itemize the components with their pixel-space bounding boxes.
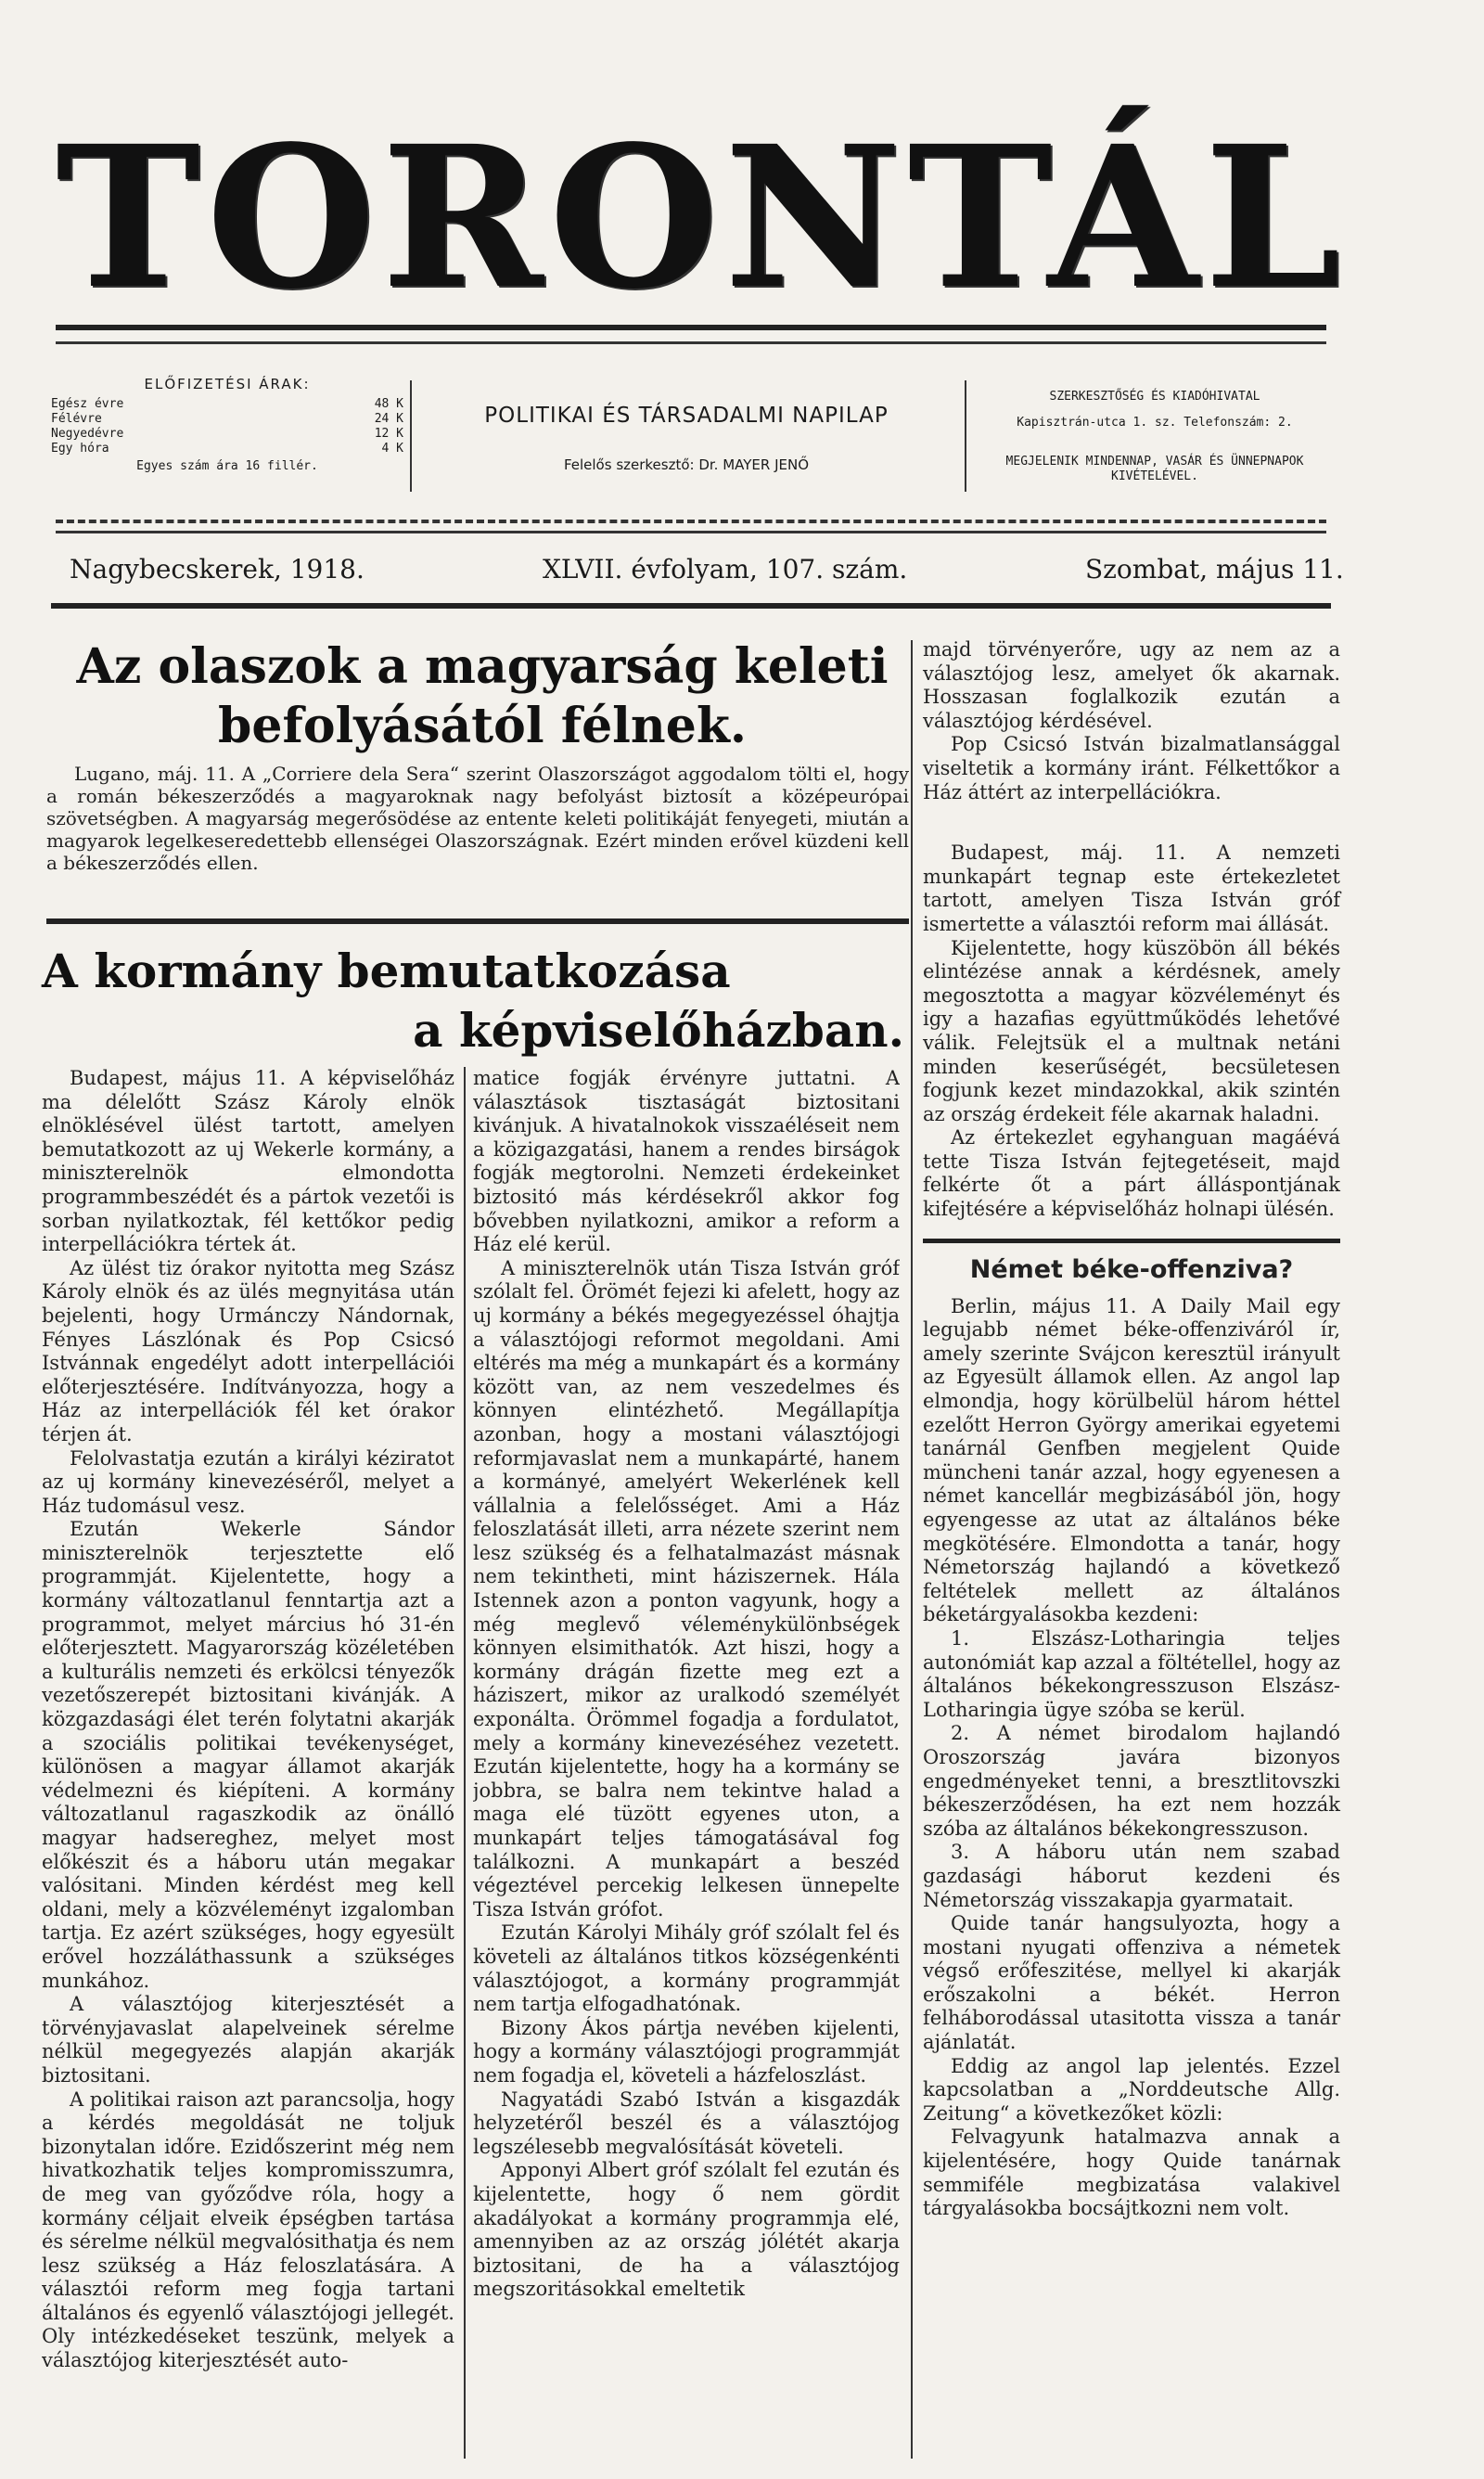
paragraph: Ezután Wekerle Sándor miniszterelnök terjesztette elő programmját. Kijelentette, hogy a kormány változatlanul fenntartja azt a programmot, melyet március hó 31-én előterjesztett. Magyarország közéletében a kulturális nemzeti és erkölcsi tényezők vezetőszerepét biztositani kivánják. A közgazdasági élet terén folytatni akarják a szociális politikai tevékenységet, különösen a magyar államot akarják védelmezni és kiépíteni. A kormány változatlanul ragaszkodik az önálló magyar hadsereghez, melyet most előkészit és a háboru után megakar valósitani. Minden kérdést meg kell oldani, mely a közvéleményt izgalomban tartja. Ez azért szükséges, hogy egyesült erővel hozzáláthassunk a szükséges munkához. <box>42 1518 454 1992</box>
paragraph: A politikai raison azt parancsolja, hogy a kérdés megoldását ne toljuk bizonytalan időre. Ezidőszerint még nem hivatkozhatik teljes kompromisszumra, de meg van győződve róla, hogy a kormány céljait elveik épségben tartása és sérelme nélkül megvalósithatja és nem lesz szükség a Ház feloszlatására. A választói reform meg fogja tartani általános és egyenlő választójogi jellegét. Oly intézkedéseket teszünk, melyek a választójog kiterjesztését auto- <box>42 2087 454 2372</box>
paragraph: Felolvastatja ezután a királyi kéziratot az uj kormány kinevezéséről, melyet a Ház tudomásul vesz. <box>42 1446 454 1517</box>
price-label: Egy hóra <box>51 442 109 456</box>
article1-headline-line1: Az olaszok a magyarság keleti <box>76 638 889 695</box>
paragraph: Nagyatádi Szabó István a kisgazdák helyzetéről beszél és a választójog legszélesebb megvalósítását követeli. <box>473 2087 900 2158</box>
peace-rule <box>923 1239 1340 1243</box>
price-row <box>51 442 403 456</box>
paragraph: 2. A német birodalom hajlandó Oroszország javára bizonyos engedményeket tenni, a bresztlitovszki békeszerződésen, ha ezt nem hozzák szóba az általános békekongresszuson. <box>923 1722 1340 1840</box>
paragraph: majd törvényerőre, ugy az nem az a választójog lesz, amelyet ők akarnak. Hosszasan foglalkozik ezután a választójog kérdésével. <box>923 638 1340 732</box>
paragraph: Pop Csicsó István bizalmatlansággal viseltetik a kormány iránt. Félkettőkor a Ház áttért az interpellációkra. <box>923 733 1340 803</box>
subscription-box <box>51 376 403 474</box>
masthead-title: TORONTÁL <box>56 103 1347 332</box>
price-value: 12 K <box>374 427 403 441</box>
header-rule-thin <box>56 531 1326 533</box>
office-address: Kapisztrán-utca 1. sz. Telefonszám: 2. <box>1017 416 1293 430</box>
paragraph: Az értekezlet egyhanguan magáévá tette Tisza István fejtegetéseit, majd felkérte őt a párt álláspontjának kifejtésére a képviselőház holnapi ülésén. <box>923 1126 1340 1221</box>
header-divider-right <box>965 380 966 492</box>
price-label: Negyedévre <box>51 427 124 441</box>
price-label: Félévre <box>51 412 102 426</box>
peace-headline: Német béke-offenziva? <box>969 1254 1294 1284</box>
column-3 <box>923 638 1340 2221</box>
article2-column-2 <box>473 1067 900 2468</box>
paragraph: Ezután Károlyi Mihály gróf szólalt fel és követeli az általános titkos községenkénti választójogot, a kormány programmját nem tartja elfogadhatónak. <box>473 1921 900 2016</box>
masthead-rule-thin <box>56 341 1326 344</box>
price-value: 48 K <box>374 397 403 411</box>
masthead-rule <box>56 325 1326 330</box>
header-divider-left <box>410 380 412 492</box>
price-row <box>51 427 403 442</box>
publication-schedule: MEGJELENIK MINDENNAP, VASÁR ÉS ÜNNEPNAPOK KIVÉTELÉVEL. <box>1005 455 1304 483</box>
article2-column-1 <box>42 1067 454 2468</box>
price-row <box>51 397 403 412</box>
issue-number: XLVII. évfolyam, 107. szám. <box>543 554 908 584</box>
paragraph: Berlin, május 11. A Daily Mail egy legujabb német béke-offenziváról ír, amely szerinte Svájcon keresztül irányult az Egyesült államok ellen. Az angol lap elmondja, hogy körülbelül három héttel ezelőtt Herron György amerikai egyetemi tanárnál Genfben megjelent Quide müncheni tanár azzal, hogy egyenesen a német kancellár megbizásából jön, hogy egyengesse az utat az általános béke megkötésére. Elmondotta a tanár, hogy Németország hajlandó a következő feltételek mellett az általános béketárgyalásokba kezdeni: <box>923 1294 1340 1626</box>
article1-headline-line2: befolyásától félnek. <box>218 698 747 754</box>
paragraph: Bizony Ákos pártja nevében kijelenti, hogy a kormány választójogi programmját nem fogadja el, követeli a házfeloszlást. <box>473 2016 900 2087</box>
price-value: 24 K <box>374 412 403 426</box>
paragraph: Budapest, május 11. A képviselőház ma délelőtt Szász Károly elnök elnöklésével ülést tartott, amelyen bemutatkozott az uj Wekerle kormány, a miniszterelnök elmondotta programmbeszédét és a pártok vezetői is sorban nyilatkoztak, fél kettőkor pedig interpellációkra tértek át. <box>42 1067 454 1256</box>
paragraph: Az ülést tiz órakor nyitotta meg Szász Károly elnök és az ülés megnyitása után bejelenti, hogy Urmánczy Nándornak, Fényes Lászlónak és Pop Csicsó Istvánnak engedélyt adott interpellációi előterjesztésére. Indítványozza, hogy a Ház az interpellációk fél ket órakor térjen át. <box>42 1256 454 1445</box>
paragraph: A miniszterelnök után Tisza István gróf szólalt fel. Örömét fejezi ki afelett, hogy az uj kormány a békés megegyezéssel óhajtja a választójogi reformot megoldani. Ami eltérés ma még a munkapárt és a kormány között van, az nem veszedelmes és könnyen elintézhető. Megállapítja azonban, hogy a mostani választójogi reformjavaslat nem a munkapárté, hanem a kormányé, amelyért Wekerlének kell vállalnia a felelősséget. Ami a Ház feloszlatását illeti, arra nézete szerint nem lesz szükség és a felhatalmazást másnak nem tekintheti, mint háziszernek. Hála Istennek azon a ponton vagyunk, hogy a még meglevő véleménykülönbségek könnyen elsimithatók. Azt hiszi, hogy a kormány drágán fizette meg ezt a háziszert, mikor az uralkodó személyét exponálta. Örömmel fogadja a fordulatot, mely a kormány kinevezéséhez vezetett. Ezután kijelentette, hogy ha a kormány se jobbra, se balra nem tekintve halad a maga elé tüzött egyenes uton, a munkapárt teljes támogatásával fog találkozni. A munkapárt a beszéd végeztével percekig lelkesen ünnepelte Tisza István grófot. <box>473 1256 900 1920</box>
peace-block <box>923 1295 1340 2221</box>
office-box <box>974 390 1336 484</box>
paragraph: Eddig az angol lap jelentés. Ezzel kapcsolatban a „Norddeutsche Allg. Zeitung“ a következőket közli: <box>923 2054 1340 2125</box>
paragraph: Apponyi Albert gróf szólalt fel ezután és kijelentette, hogy ő nem gördit akadályokat a kormány programmja elé, amennyiben az az ország jólétét akarja biztositani, de ha a választójog megszoritásokkal emeltetik <box>473 2159 900 2301</box>
column-divider-1 <box>464 1067 466 2459</box>
article2-headline-line2: a képviselőházban. <box>413 1003 904 1058</box>
article1-rule <box>46 918 909 924</box>
column-divider-2 <box>911 640 913 2459</box>
article1-body <box>46 763 909 874</box>
article2-headline-line1: A kormány bemutatkozása <box>42 944 731 998</box>
paragraph: A választójog kiterjesztését a törvényjavaslat alapelveinek sérelme nélkül megegyezés alapján akarják biztositani. <box>42 1993 454 2087</box>
paragraph: Kijelentette, hogy küszöbön áll békés elintézése annak a kérdésnek, amely megosztotta a magyar közvéleményt és igy a hazafias együttműködés lehetővé válik. Felejtsük el a multnak netáni minden keserűségét, becsületesen fogjunk kezet mindazokkal, akik szintén az ország érdekeit féle akarnak haladni. <box>923 936 1340 1125</box>
price-list <box>51 397 403 456</box>
article1-paragraph: Lugano, máj. 11. A „Corriere dela Sera“ szerint Olaszországot aggodalom tölti el, hogy a román békeszerződés a magyaroknak nagy befolyást biztosít a középeurópai szövetségben. A magyarság megerősödése az entente keleti politikáját fenyegeti, miután a magyarok legelkeseredettebb ellenségei Olaszországnak. Ezért minden erővel küzdeni kell a békeszerződés ellen. <box>46 763 909 874</box>
tagline: POLITIKAI ÉS TÁRSADALMI NAPILAP <box>484 404 889 428</box>
paragraph: 3. A háboru után nem szabad gazdasági háborut kezdeni és Németország visszakapja gyarmatait. <box>923 1841 1340 1911</box>
paragraph: Budapest, máj. 11. A nemzeti munkapárt tegnap este értekezletet tartott, amelyen Tisza István gróf ismertette a választói reform mai állását. <box>923 841 1340 935</box>
paragraph: 1. Elszász-Lotharingia teljes autonómiát kap azzal a föltétellel, hogy az általános békekongresszuson Elszász-Lotharingia ügye szóba se kerül. <box>923 1626 1340 1721</box>
paragraph: Quide tanár hangsulyozta, hogy a mostani nyugati offenziva a németek végső erőfeszitése, mellyel ki akarják erőszakolni a békét. Herron felháborodással utasitotta vissza a tanár ajánlatát. <box>923 1912 1340 2054</box>
dateline-rule <box>51 603 1331 609</box>
place-year: Nagybecskerek, 1918. <box>70 554 365 584</box>
paragraph: Felvagyunk hatalmazva annak a kijelentésére, hogy Quide tanárnak semmiféle megbizatása valakivel tárgyalásokba bocsájtkozni nem volt. <box>923 2126 1340 2220</box>
office-title: SZERKESZTŐSÉG ÉS KIADÓHIVATAL <box>1049 390 1260 404</box>
price-label: Egész évre <box>51 397 124 411</box>
meeting-block <box>923 841 1340 1222</box>
editor-line: Felelős szerkesztő: Dr. MAYER JENŐ <box>563 456 810 473</box>
single-copy-price: Egyes szám ára 16 fillér. <box>136 459 318 473</box>
subscription-title: ELŐFIZETÉSI ÁRAK: <box>144 376 311 392</box>
price-value: 4 K <box>381 442 403 456</box>
continuation-block <box>923 638 1340 804</box>
price-row <box>51 412 403 427</box>
paragraph: matice fogják érvényre juttatni. A választások tisztaságát biztositani kivánjuk. A hivatalnokok visszaéléseit nem a közigazgatási, hanem a rendes birságok fogják megtorolni. Nemzeti érdekeinket biztositó más kérdésekről akkor fog bővebben nyilatkozni, amikor a reform a Ház elé kerül. <box>473 1067 900 1256</box>
header-rule <box>56 520 1326 523</box>
issue-date: Szombat, május 11. <box>1085 554 1344 584</box>
